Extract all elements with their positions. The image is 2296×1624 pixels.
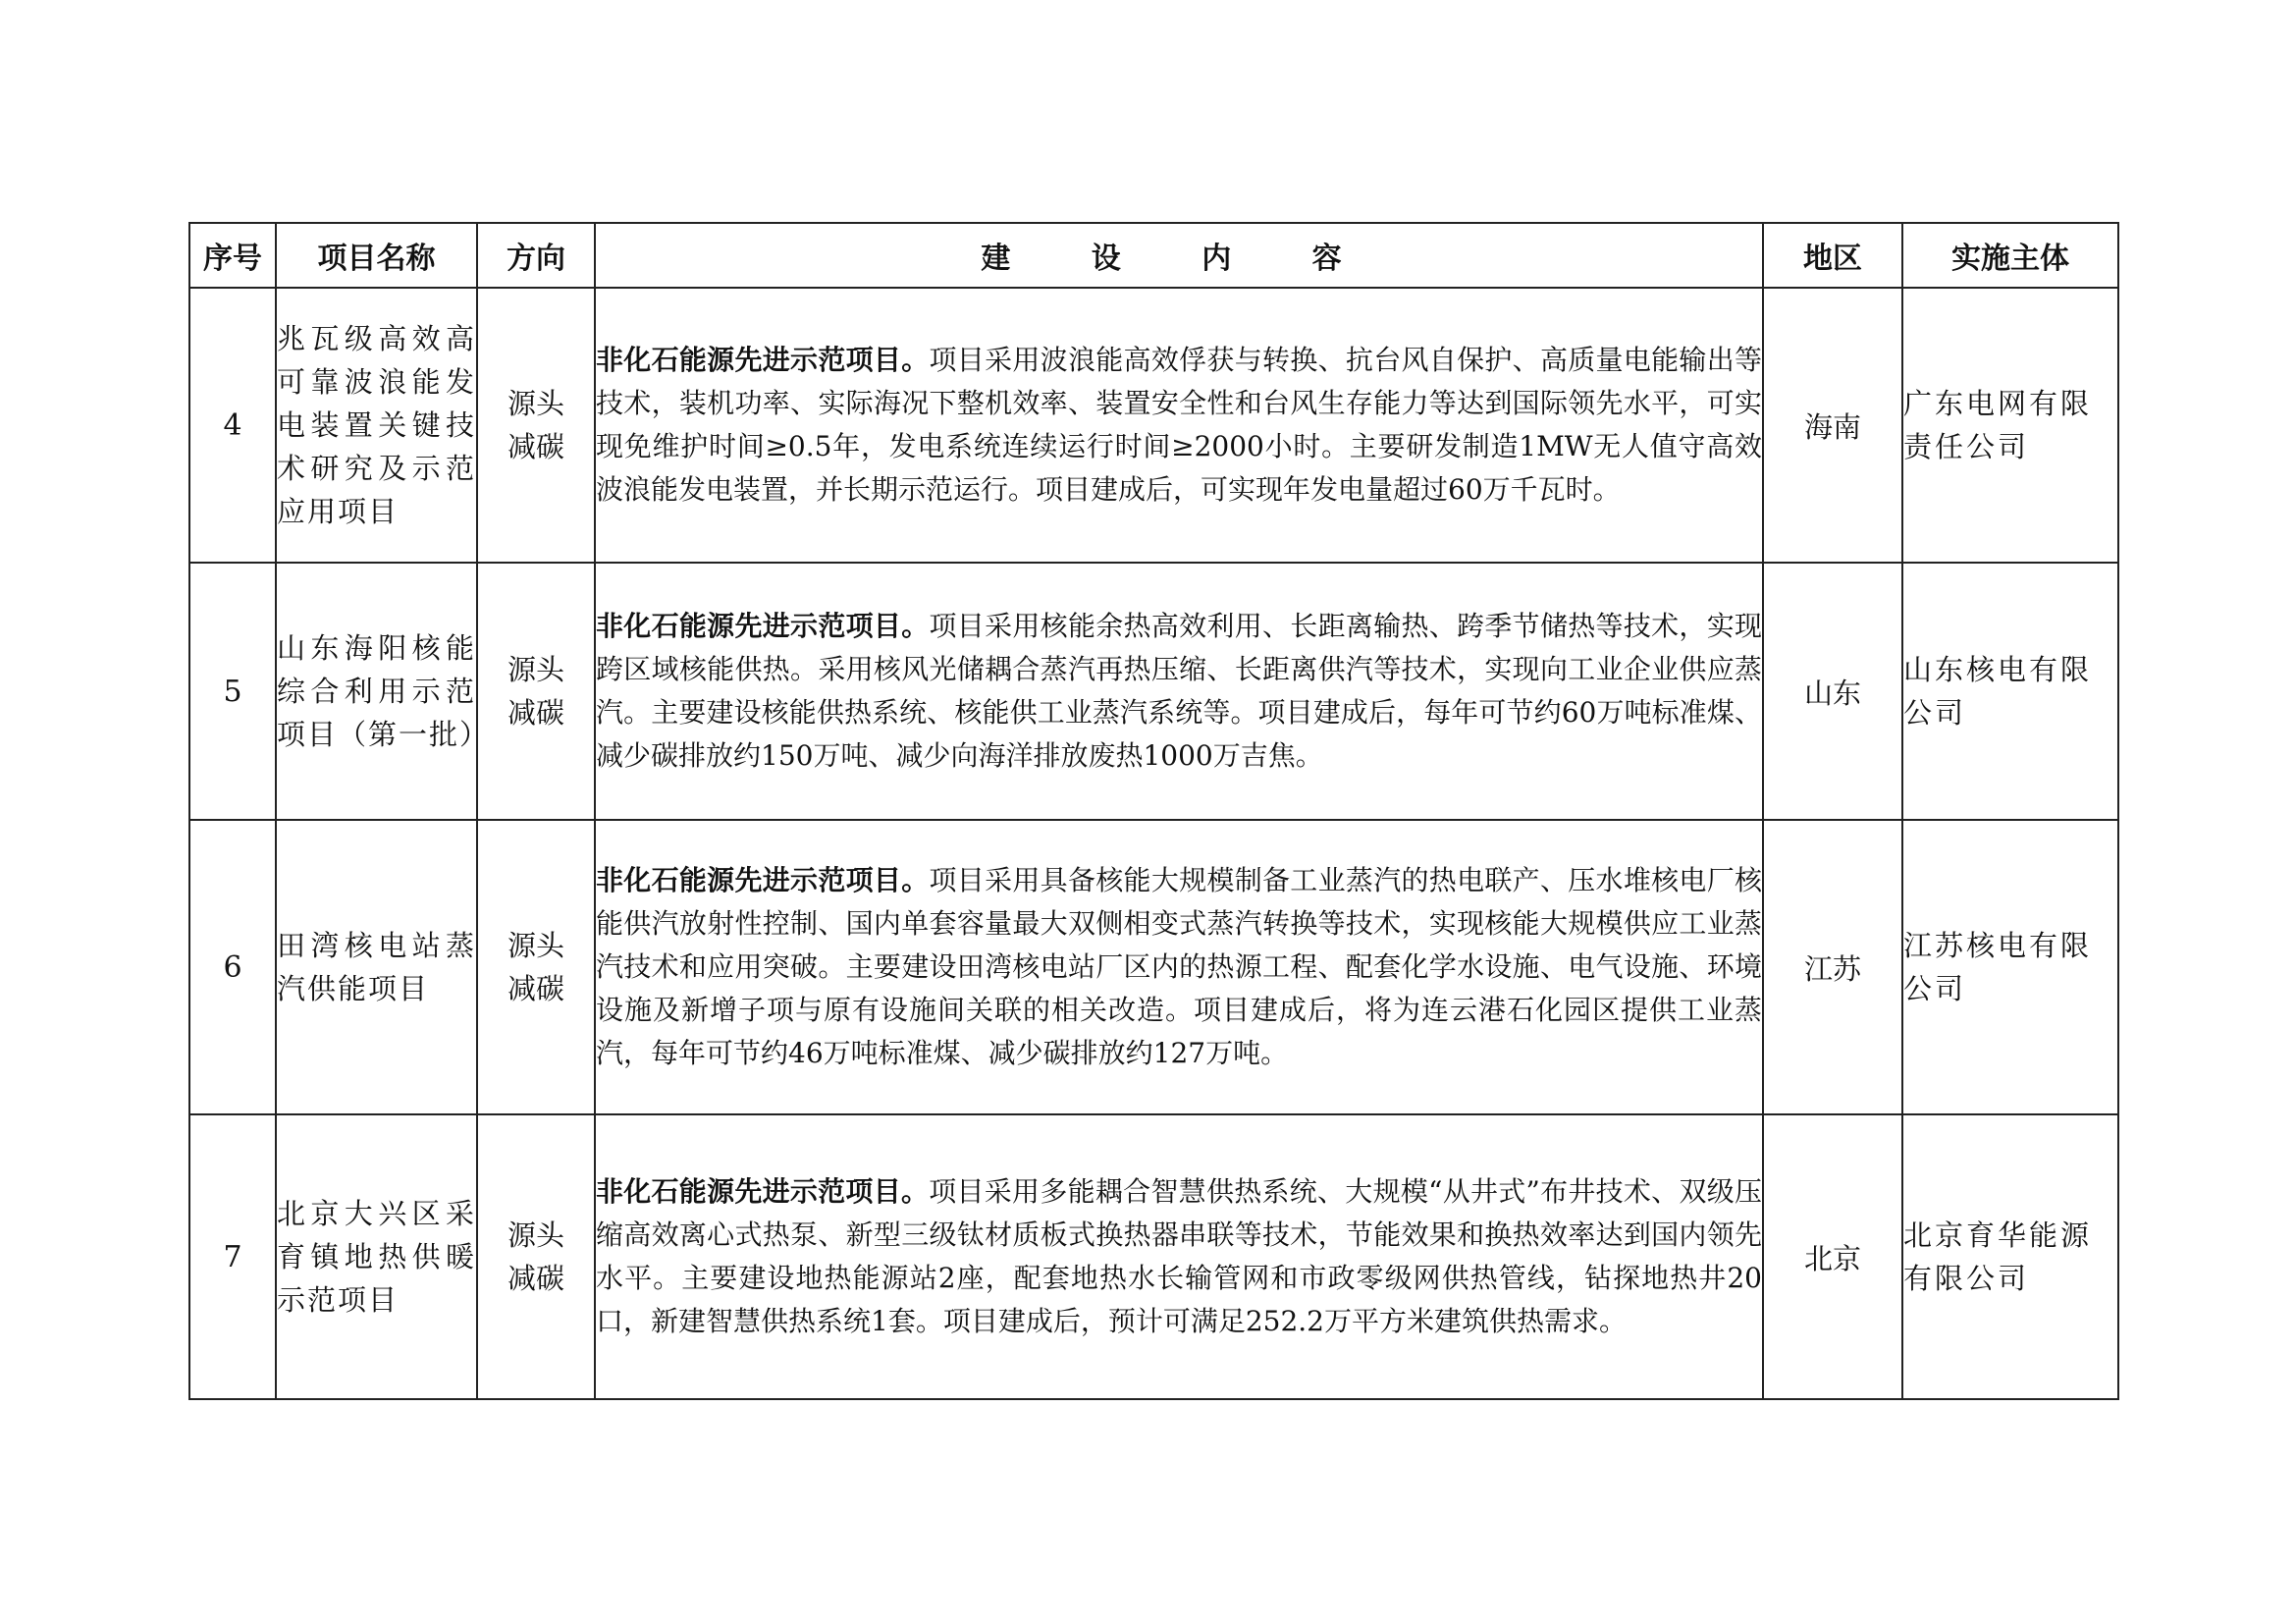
direction-line-1: 源头 bbox=[507, 653, 564, 686]
table-row bbox=[189, 288, 2118, 563]
content-cell bbox=[595, 288, 1763, 563]
project-name: 田湾核电站蒸汽供能项目 bbox=[276, 820, 477, 1114]
header-direction: 方向 bbox=[477, 223, 595, 288]
content-cell bbox=[595, 820, 1763, 1114]
project-name: 兆瓦级高效高可靠波浪能发电装置关键技术研究及示范应用项目 bbox=[276, 288, 477, 563]
header-region: 地区 bbox=[1763, 223, 1902, 288]
direction-cell bbox=[477, 563, 595, 820]
project-name: 山东海阳核能综合利用示范项目（第一批） bbox=[276, 563, 477, 820]
header-org: 实施主体 bbox=[1902, 223, 2118, 288]
header-name: 项目名称 bbox=[276, 223, 477, 288]
content-text: 项目采用多能耦合智慧供热系统、大规模“从井式”布井技术、双级压缩高效离心式热泵、新型三级钛材质板式换热器串联等技术，节能效果和换热效率达到国内领先水平。主要建设地热能源站2座，配套地热水长输管网和市政零级网供热管线，钻探地热井20口，新建智慧供热系统1套。项目建成后，预计可满足252.2万平方米建筑供热需求。 bbox=[596, 1175, 1762, 1337]
table-header-row bbox=[189, 223, 2118, 288]
content-cell bbox=[595, 563, 1763, 820]
table-row bbox=[189, 563, 2118, 820]
content-text: 项目采用波浪能高效俘获与转换、抗台风自保护、高质量电能输出等技术，装机功率、实际海况下整机效率、装置安全性和台风生存能力等达到国际领先水平，可实现免维护时间≥0.5年，发电系统连续运行时间≥2000小时。主要研发制造1MW无人值守高效波浪能发电装置，并长期示范运行。项目建成后，可实现年发电量超过60万千瓦时。 bbox=[596, 344, 1762, 506]
content-cell bbox=[595, 1114, 1763, 1399]
direction-cell bbox=[477, 820, 595, 1114]
project-name: 北京大兴区采育镇地热供暖示范项目 bbox=[276, 1114, 477, 1399]
row-num: 5 bbox=[189, 563, 276, 820]
direction-line-2: 减碳 bbox=[507, 1262, 564, 1295]
content-category: 非化石能源先进示范项目。 bbox=[596, 864, 930, 896]
region-cell: 江苏 bbox=[1763, 820, 1902, 1114]
org-cell: 北京育华能源有限公司 bbox=[1902, 1114, 2118, 1399]
table-row bbox=[189, 1114, 2118, 1399]
direction-cell bbox=[477, 1114, 595, 1399]
header-content: 建 设 内 容 bbox=[595, 223, 1763, 288]
row-num: 6 bbox=[189, 820, 276, 1114]
direction-line-2: 减碳 bbox=[507, 696, 564, 730]
region-cell: 山东 bbox=[1763, 563, 1902, 820]
direction-line-2: 减碳 bbox=[507, 430, 564, 463]
content-category: 非化石能源先进示范项目。 bbox=[596, 344, 930, 376]
content-text: 项目采用核能余热高效利用、长距离输热、跨季节储热等技术，实现跨区域核能供热。采用核风光储耦合蒸汽再热压缩、长距离供汽等技术，实现向工业企业供应蒸汽。主要建设核能供热系统、核能供工业蒸汽系统等。项目建成后，每年可节约60万吨标准煤、减少碳排放约150万吨、减少向海洋排放废热1000万吉焦。 bbox=[596, 610, 1762, 772]
direction-line-1: 源头 bbox=[507, 387, 564, 420]
region-cell: 北京 bbox=[1763, 1114, 1902, 1399]
org-cell: 江苏核电有限公司 bbox=[1902, 820, 2118, 1114]
header-num: 序号 bbox=[189, 223, 276, 288]
content-category: 非化石能源先进示范项目。 bbox=[596, 1175, 930, 1208]
region-cell: 海南 bbox=[1763, 288, 1902, 563]
org-cell: 广东电网有限责任公司 bbox=[1902, 288, 2118, 563]
projects-table bbox=[188, 222, 2119, 1400]
content-category: 非化石能源先进示范项目。 bbox=[596, 610, 930, 642]
direction-line-1: 源头 bbox=[507, 929, 564, 962]
direction-line-1: 源头 bbox=[507, 1218, 564, 1252]
content-text: 项目采用具备核能大规模制备工业蒸汽的热电联产、压水堆核电厂核能供汽放射性控制、国内单套容量最大双侧相变式蒸汽转换等技术，实现核能大规模供应工业蒸汽技术和应用突破。主要建设田湾核电站厂区内的热源工程、配套化学水设施、电气设施、环境设施及新增子项与原有设施间关联的相关改造。项目建成后，将为连云港石化园区提供工业蒸汽，每年可节约46万吨标准煤、减少碳排放约127万吨。 bbox=[596, 864, 1762, 1069]
row-num: 7 bbox=[189, 1114, 276, 1399]
org-cell: 山东核电有限公司 bbox=[1902, 563, 2118, 820]
row-num: 4 bbox=[189, 288, 276, 563]
direction-cell bbox=[477, 288, 595, 563]
direction-line-2: 减碳 bbox=[507, 972, 564, 1005]
table-row bbox=[189, 820, 2118, 1114]
